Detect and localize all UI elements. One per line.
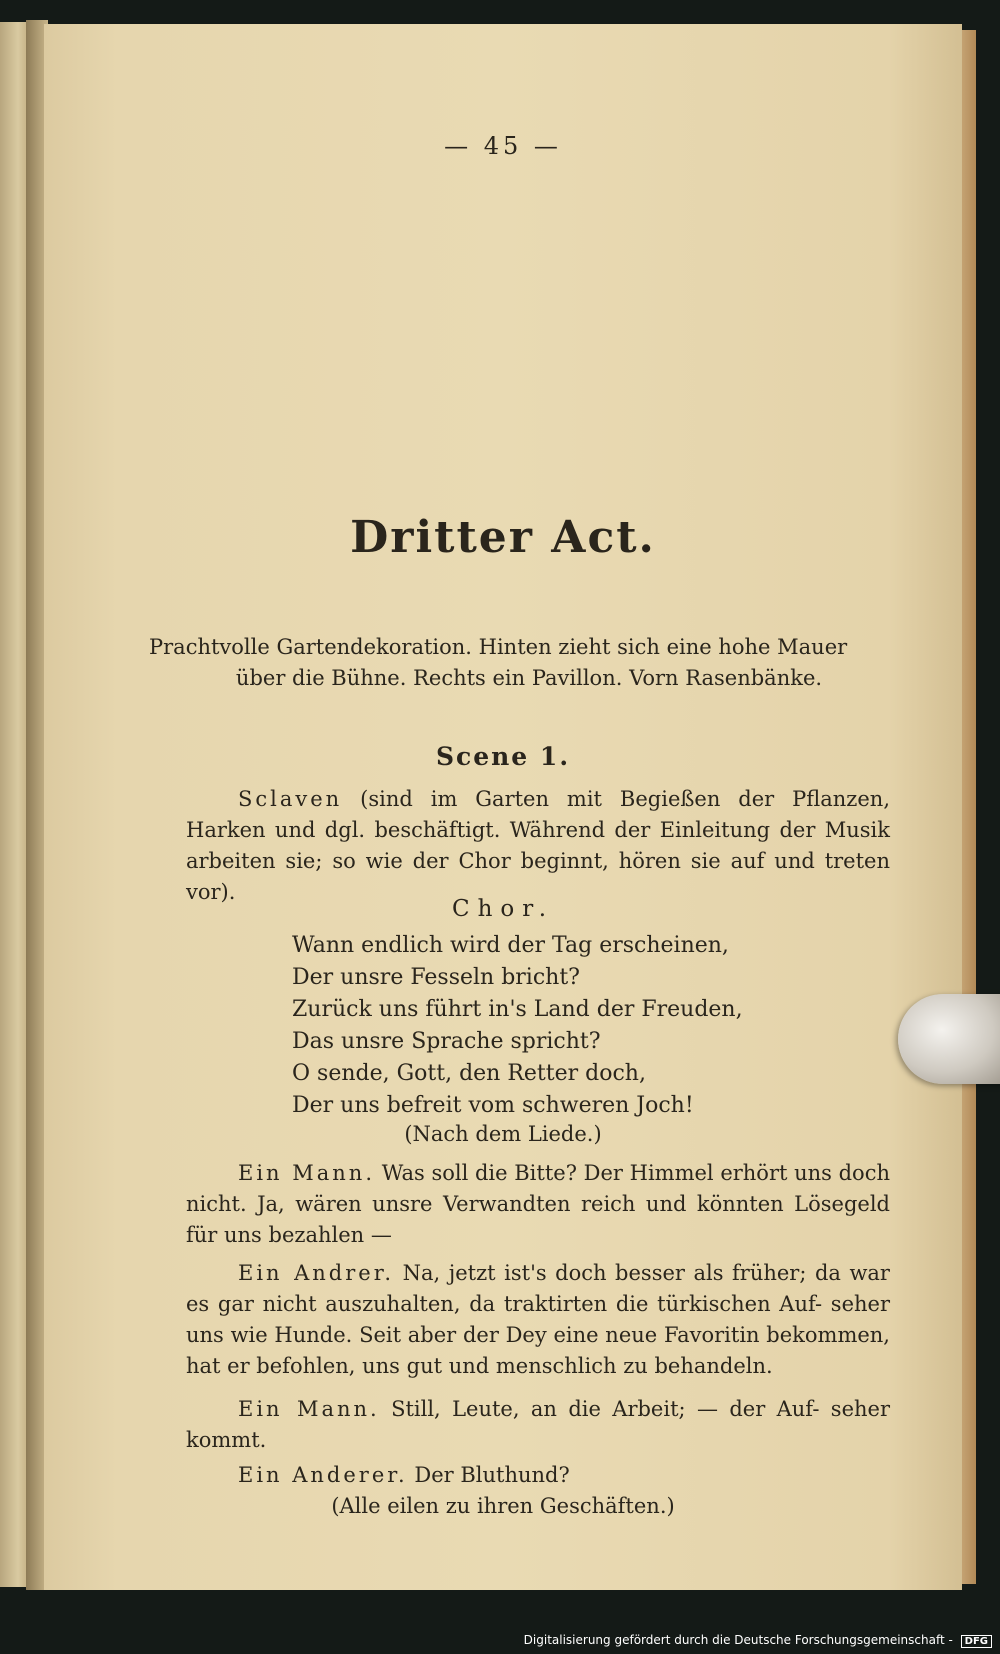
dialogue-text: Was soll die Bitte? Der Himmel erhört uns doch nicht. Ja, wären unsre Verwandten reich und könnten Lösegeld für uns bezahlen — xyxy=(186,1161,890,1247)
speaker-name: Sclaven xyxy=(238,787,343,811)
verse-line: Wann endlich wird der Tag erscheinen, xyxy=(292,933,729,958)
footer-text: Digitalisierung gefördert durch die Deutsche Forschungsgemeinschaft - xyxy=(523,1633,953,1647)
setting-description xyxy=(149,632,909,694)
verse-line: Der uns befreit vom schweren Joch! xyxy=(292,1093,694,1118)
scene-title: Scene 1. xyxy=(435,742,571,771)
dialogue-text: Der Bluthund? xyxy=(414,1463,570,1487)
dialogue-text: Na, jetzt ist's doch besser als früher; da war es gar nicht auszuhalten, da traktirten die türkischen Auf- seher uns wie Hunde. Seit aber der Dey eine neue Favoritin bekommen, hat er befohlen, uns gut und menschlich zu behandeln. xyxy=(186,1261,890,1378)
book-page xyxy=(44,24,962,1590)
stage-direction xyxy=(186,784,890,908)
speaker-name: Ein Mann. xyxy=(238,1397,380,1421)
dialogue-entry xyxy=(186,1394,890,1456)
dialogue-entry xyxy=(186,1460,890,1491)
stage-direction-text: (sind im Garten mit Begießen der Pflanzen, Harken und dgl. beschäftigt. Während der Einleitung der Musik arbeiten sie; so wie der Chor beginnt, hören sie auf und treten vor). xyxy=(186,787,890,904)
speaker-name: Ein Andrer. xyxy=(238,1261,395,1285)
dfg-logo: DFG xyxy=(961,1635,992,1648)
verse-line: Das unsre Sprache spricht? xyxy=(292,1029,601,1054)
speaker-name: Ein Anderer. xyxy=(238,1463,408,1487)
speaker-name: Ein Mann. xyxy=(238,1161,376,1185)
verse-line: O sende, Gott, den Retter doch, xyxy=(292,1061,646,1086)
verse-line: Zurück uns führt in's Land der Freuden, xyxy=(292,997,743,1022)
dialogue-entry xyxy=(186,1258,890,1382)
dialogue-entry xyxy=(186,1158,890,1251)
chor-label: Chor. xyxy=(451,896,555,922)
setting-line-2: über die Bühne. Rechts ein Pavillon. Vorn Rasenbänke. xyxy=(235,666,823,690)
act-title: Dritter Act. xyxy=(350,512,656,563)
dialogue-text: Still, Leute, an die Arbeit; — der Auf- seher kommt. xyxy=(186,1397,890,1452)
final-stage-direction: (Alle eilen zu ihren Geschäften.) xyxy=(331,1494,675,1518)
page-clip-tab xyxy=(898,994,1000,1084)
digitization-credit xyxy=(524,1633,992,1648)
setting-line-1: Prachtvolle Gartendekoration. Hinten zieht sich eine hohe Mauer xyxy=(149,635,848,659)
verse-line: Der unsre Fesseln bricht? xyxy=(292,965,580,990)
after-song-direction: (Nach dem Liede.) xyxy=(404,1122,602,1146)
page-number: — 45 — xyxy=(444,132,562,160)
verse xyxy=(292,930,852,1122)
